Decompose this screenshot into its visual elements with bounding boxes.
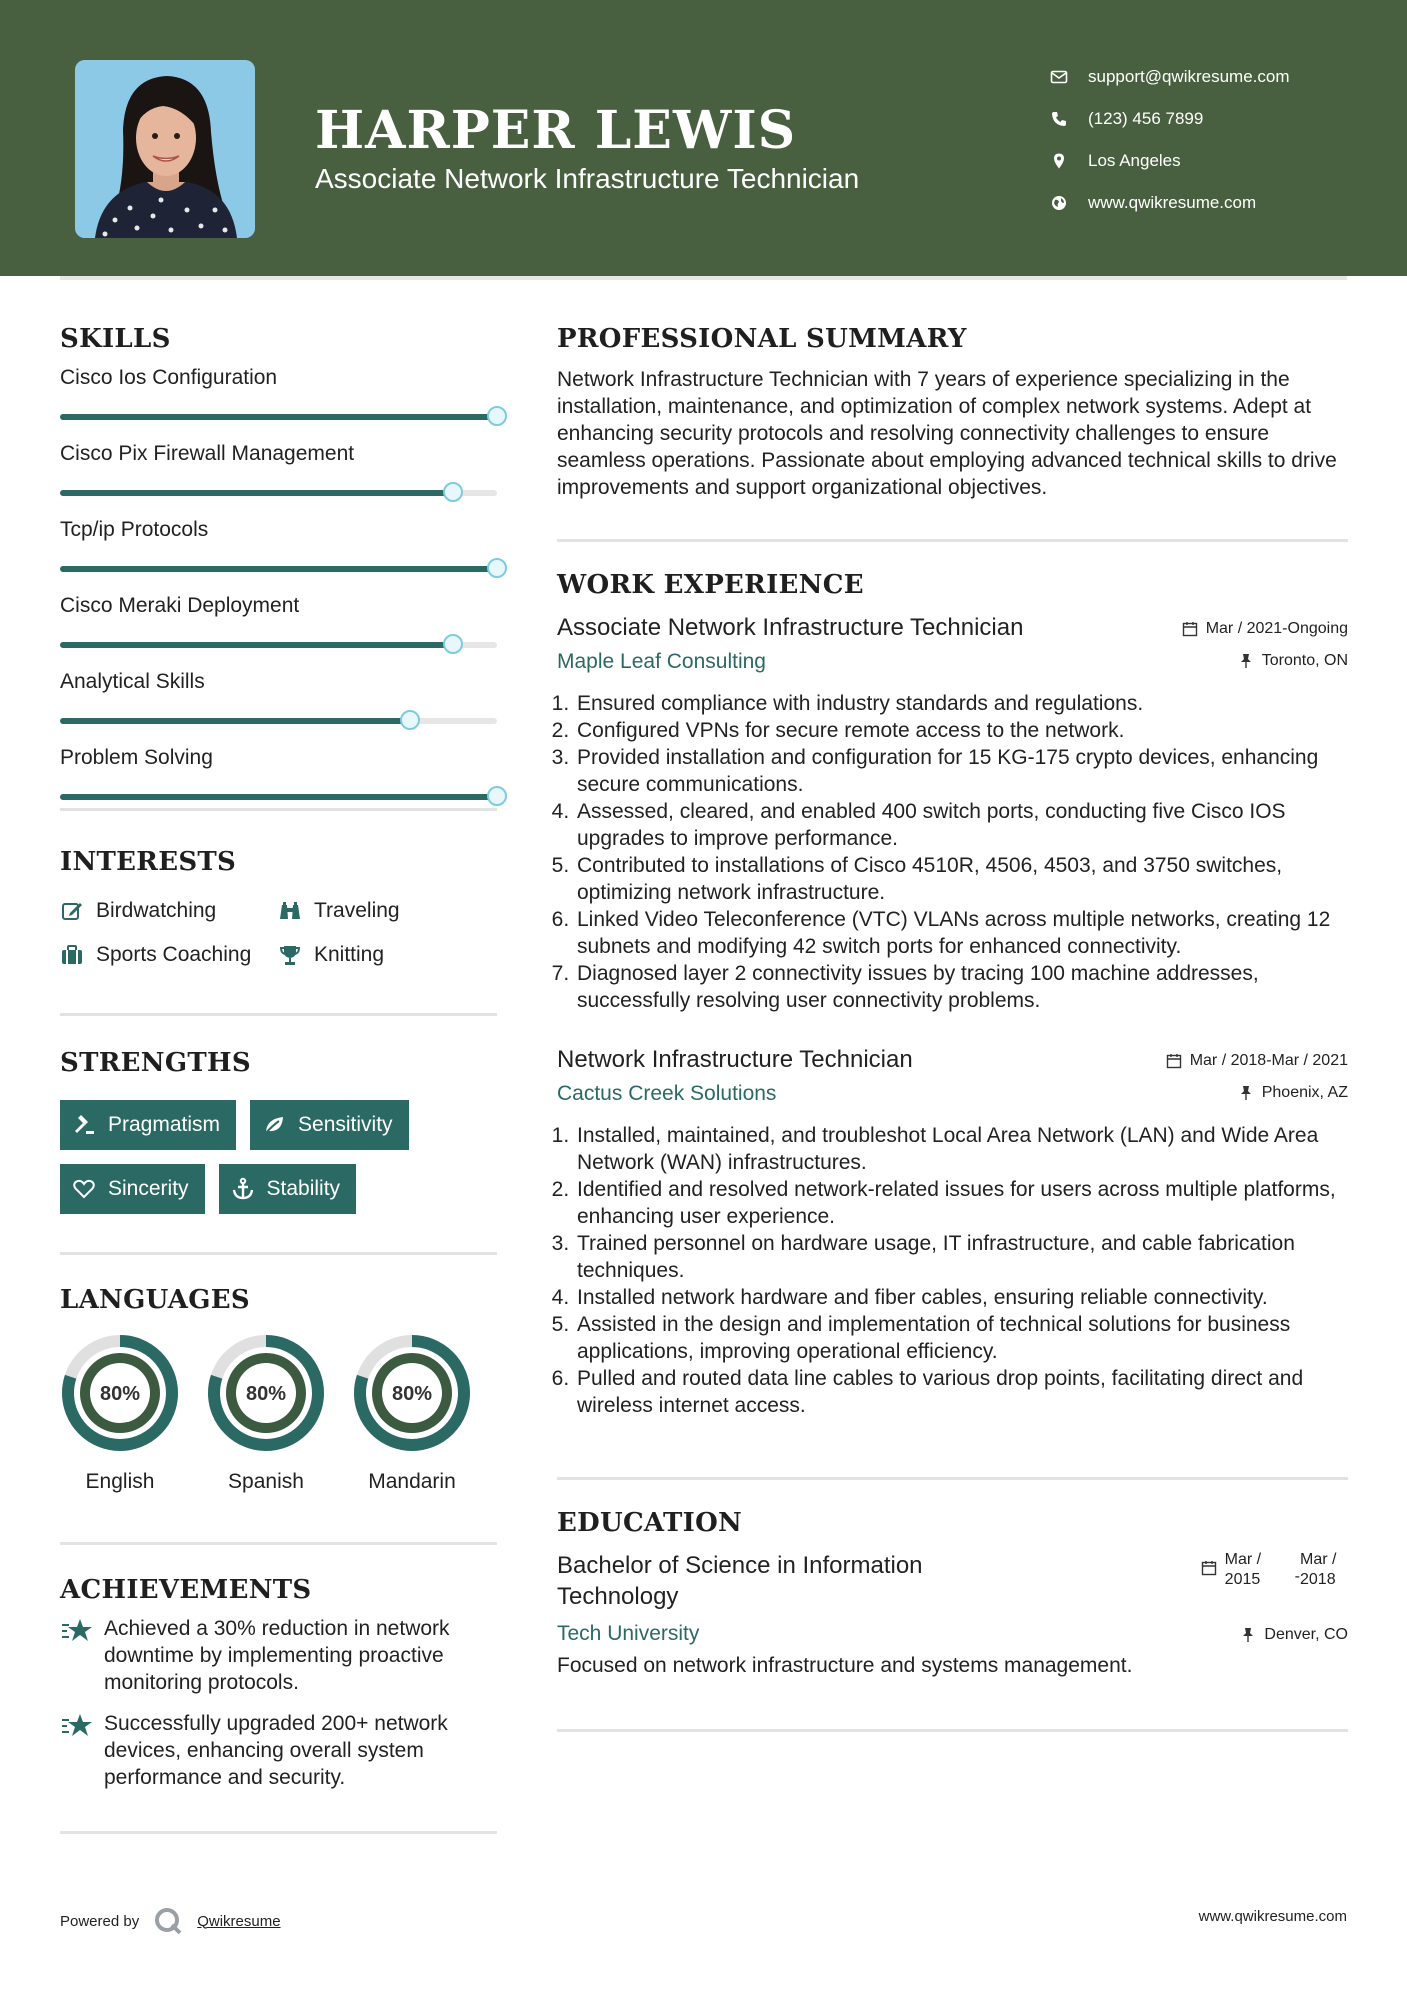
contact-website-text: www.qwikresume.com — [1088, 193, 1257, 212]
strength-tag — [60, 1100, 236, 1150]
section-divider — [557, 1477, 1348, 1480]
map-pin-icon — [1050, 152, 1068, 170]
skills-heading: SKILLS — [60, 324, 171, 354]
interest-label: Traveling — [314, 899, 400, 922]
contact-phone[interactable] — [1050, 98, 1290, 140]
interest-label: Birdwatching — [96, 899, 217, 922]
powered-by-label: Powered by — [60, 1912, 140, 1930]
job-dates — [1166, 1052, 1348, 1070]
education-end: Mar / 2018 — [1300, 1551, 1337, 1588]
school-name: Tech University — [557, 1622, 700, 1645]
qwikresume-logo-icon — [153, 1906, 183, 1936]
languages-list — [60, 1333, 497, 1494]
language-ring — [352, 1333, 472, 1453]
skill-item — [60, 624, 497, 700]
achievements-heading: ACHIEVEMENTS — [60, 1575, 312, 1605]
strength-tag — [60, 1164, 205, 1214]
education-location-text: Denver, CO — [1264, 1626, 1348, 1643]
strength-tag — [250, 1100, 409, 1150]
footer — [60, 1898, 1347, 1938]
heart-icon — [72, 1177, 96, 1201]
interest-item — [60, 943, 278, 967]
job-location — [1238, 1084, 1348, 1102]
skill-label: Cisco Ios Configuration — [60, 366, 278, 389]
skill-label: Problem Solving — [60, 746, 213, 769]
pencil-square-icon — [60, 899, 84, 923]
powered-by — [60, 1906, 281, 1936]
skill-item — [60, 548, 497, 624]
language-name: Spanish — [228, 1470, 304, 1493]
strengths-heading: STRENGTHS — [60, 1048, 251, 1078]
skill-bar-fill — [60, 794, 497, 800]
language-name: English — [85, 1470, 155, 1493]
strengths-list — [60, 1100, 460, 1214]
language-item — [352, 1333, 472, 1494]
education-start: Mar / 2015 — [1224, 1551, 1262, 1588]
job-bullet: 6. Pulled and routed data line cables to various drop points, facilitating direct and wireless internet access. — [575, 1365, 1348, 1419]
calendar-icon — [1201, 1560, 1217, 1576]
globe-icon — [1050, 194, 1068, 212]
skill-label: Cisco Pix Firewall Management — [60, 442, 355, 465]
job-location-text: Toronto, ON — [1261, 652, 1348, 669]
language-ring — [206, 1333, 326, 1453]
left-column — [60, 320, 497, 1834]
education-entry — [557, 1550, 1348, 1679]
contact-location — [1050, 140, 1290, 182]
interest-label: Knitting — [314, 943, 385, 966]
binoculars-icon — [278, 899, 302, 923]
summary-heading: PROFESSIONAL SUMMARY — [557, 324, 967, 354]
pushpin-icon — [1240, 1627, 1256, 1643]
candidate-title: Associate Network Infrastructure Technician — [315, 163, 860, 194]
skills-list — [60, 320, 497, 800]
interests-heading: INTERESTS — [60, 847, 237, 877]
star-badge-icon — [60, 1712, 94, 1740]
job-bullet: 5. Assisted in the design and implementation of technical solutions for business applications, improving operational efficiency. — [575, 1311, 1348, 1365]
envelope-icon — [1050, 68, 1068, 86]
job-entry — [557, 1046, 1348, 1419]
skill-label: Tcp/ip Protocols — [60, 518, 209, 541]
job-bullet: 3. Trained personnel on hardware usage, IT infrastructure, and cable fabrication techniques. — [575, 1230, 1348, 1284]
job-bullet: 2. Identified and resolved network-related issues for users across multiple platforms, enhancing user experience. — [575, 1176, 1348, 1230]
pushpin-icon — [1238, 1085, 1254, 1101]
strength-label: Sensitivity — [298, 1113, 393, 1136]
section-divider — [60, 1831, 497, 1834]
job-bullet: 1. Installed, maintained, and troubleshot Local Area Network (LAN) and Wide Area Network (WAN) infrastructures. — [575, 1122, 1348, 1176]
degree-title: Bachelor of Science in Information Technology — [557, 1552, 923, 1610]
header-divider — [60, 276, 1347, 280]
company-name: Cactus Creek Solutions — [557, 1082, 777, 1105]
language-percent: 80% — [391, 1383, 433, 1405]
section-divider — [60, 1542, 497, 1545]
skill-label: Cisco Meraki Deployment — [60, 594, 300, 617]
job-bullet: 4. Assessed, cleared, and enabled 400 switch ports, conducting five Cisco IOS upgrades to improve performance. — [575, 798, 1348, 852]
language-item — [60, 1333, 180, 1494]
section-divider — [60, 1252, 497, 1255]
calendar-icon — [1166, 1053, 1182, 1069]
contact-phone-text: (123) 456 7899 — [1088, 109, 1204, 128]
star-badge-icon — [60, 1617, 94, 1645]
job-bullet: 2. Configured VPNs for secure remote access to the network. — [575, 717, 1348, 744]
job-bullet: 3. Provided installation and configuration for 15 KG-175 crypto devices, enhancing secure communications. — [575, 744, 1348, 798]
company-name: Maple Leaf Consulting — [557, 650, 766, 673]
job-location-text: Phoenix, AZ — [1261, 1084, 1348, 1101]
section-divider — [557, 539, 1348, 542]
languages-heading: LANGUAGES — [60, 1285, 250, 1315]
education-location — [1240, 1626, 1348, 1644]
section-divider — [60, 808, 497, 811]
job-location — [1238, 652, 1348, 670]
leaf-icon — [262, 1113, 286, 1137]
candidate-name: HARPER LEWIS — [315, 100, 797, 161]
skill-label: Analytical Skills — [60, 670, 205, 693]
header-banner — [0, 0, 1407, 276]
job-dates — [1182, 620, 1348, 638]
calendar-icon — [1182, 621, 1198, 637]
strength-label: Pragmatism — [108, 1113, 221, 1136]
job-entry — [557, 614, 1348, 1014]
strength-label: Sincerity — [108, 1177, 189, 1200]
language-percent: 80% — [245, 1383, 287, 1405]
job-bullets — [557, 1122, 1348, 1419]
education-description: Focused on network infrastructure and systems management. — [557, 1654, 1133, 1677]
job-bullets — [557, 690, 1348, 1014]
interests-list — [60, 899, 497, 967]
language-name: Mandarin — [368, 1470, 456, 1493]
pushpin-icon — [1238, 653, 1254, 669]
language-percent: 80% — [99, 1383, 141, 1405]
briefcase-icon — [60, 943, 84, 967]
achievement-text: Achieved a 30% reduction in network downtime by implementing proactive monitoring protocols. — [104, 1617, 450, 1694]
strength-label: Stability — [266, 1177, 341, 1200]
trophy-icon — [278, 943, 302, 967]
phone-icon — [1050, 110, 1068, 128]
language-item — [206, 1333, 326, 1494]
strength-tag — [219, 1164, 357, 1214]
job-bullet: 5. Contributed to installations of Cisco 4510R, 4506, 4503, and 3750 switches, optimizing network infrastructure. — [575, 852, 1348, 906]
skill-item — [60, 472, 497, 548]
date-separator: - — [1294, 1568, 1300, 1585]
section-divider — [557, 1729, 1348, 1732]
achievement-item — [60, 1710, 497, 1791]
profile-photo — [75, 60, 255, 238]
interest-item — [278, 899, 478, 923]
job-dates-text: Mar / 2018-Mar / 2021 — [1189, 1052, 1348, 1069]
contact-email-text: support@qwikresume.com — [1088, 67, 1290, 86]
education-heading: EDUCATION — [557, 1508, 743, 1538]
footer-url[interactable]: www.qwikresume.com — [1198, 1908, 1347, 1925]
contact-website[interactable] — [1050, 182, 1290, 224]
job-bullet: 7. Diagnosed layer 2 connectivity issues by tracing 100 machine addresses, successfully resolving user connectivity problems. — [575, 960, 1348, 1014]
job-dates-text: Mar / 2021-Ongoing — [1205, 620, 1348, 637]
contact-email[interactable] — [1050, 56, 1290, 98]
interest-item — [278, 943, 478, 967]
job-title: Network Infrastructure Technician — [557, 1046, 913, 1073]
language-ring — [60, 1333, 180, 1453]
job-title: Associate Network Infrastructure Technician — [557, 614, 1024, 641]
anchor-icon — [231, 1177, 255, 1201]
section-divider — [60, 1013, 497, 1016]
skill-bar — [60, 794, 497, 800]
skill-item — [60, 700, 497, 776]
right-column — [557, 320, 1348, 1732]
education-dates — [1201, 1550, 1348, 1590]
achievement-text: Successfully upgraded 200+ network devices, enhancing overall system performance and security. — [104, 1712, 448, 1789]
job-bullet: 6. Linked Video Teleconference (VTC) VLANs across multiple networks, creating 12 subnets and modifying 42 switch ports for enhanced connectivity. — [575, 906, 1348, 960]
skill-item — [60, 320, 497, 396]
skill-knob — [487, 786, 507, 806]
contact-list — [1050, 56, 1290, 224]
job-bullet: 1. Ensured compliance with industry standards and regulations. — [575, 690, 1348, 717]
brand-link[interactable]: Qwikresume — [197, 1912, 281, 1930]
achievement-item — [60, 1615, 497, 1696]
interest-item — [60, 899, 278, 923]
skill-item — [60, 396, 497, 472]
job-bullet: 4. Installed network hardware and fiber cables, ensuring reliable connectivity. — [575, 1284, 1348, 1311]
gavel-icon — [72, 1113, 96, 1137]
experience-heading: WORK EXPERIENCE — [557, 570, 864, 600]
contact-location-text: Los Angeles — [1088, 151, 1181, 170]
interest-label: Sports Coaching — [96, 943, 252, 966]
summary-text: Network Infrastructure Technician with 7 years of experience specializing in the installation, maintenance, and optimization of complex network systems. Adept at enhancing security protocols and resolving connectivity challenges to ensure seamless operations. Passionate about employing advanced technical skills to drive improvements and support organizational objectives. — [557, 368, 1337, 499]
